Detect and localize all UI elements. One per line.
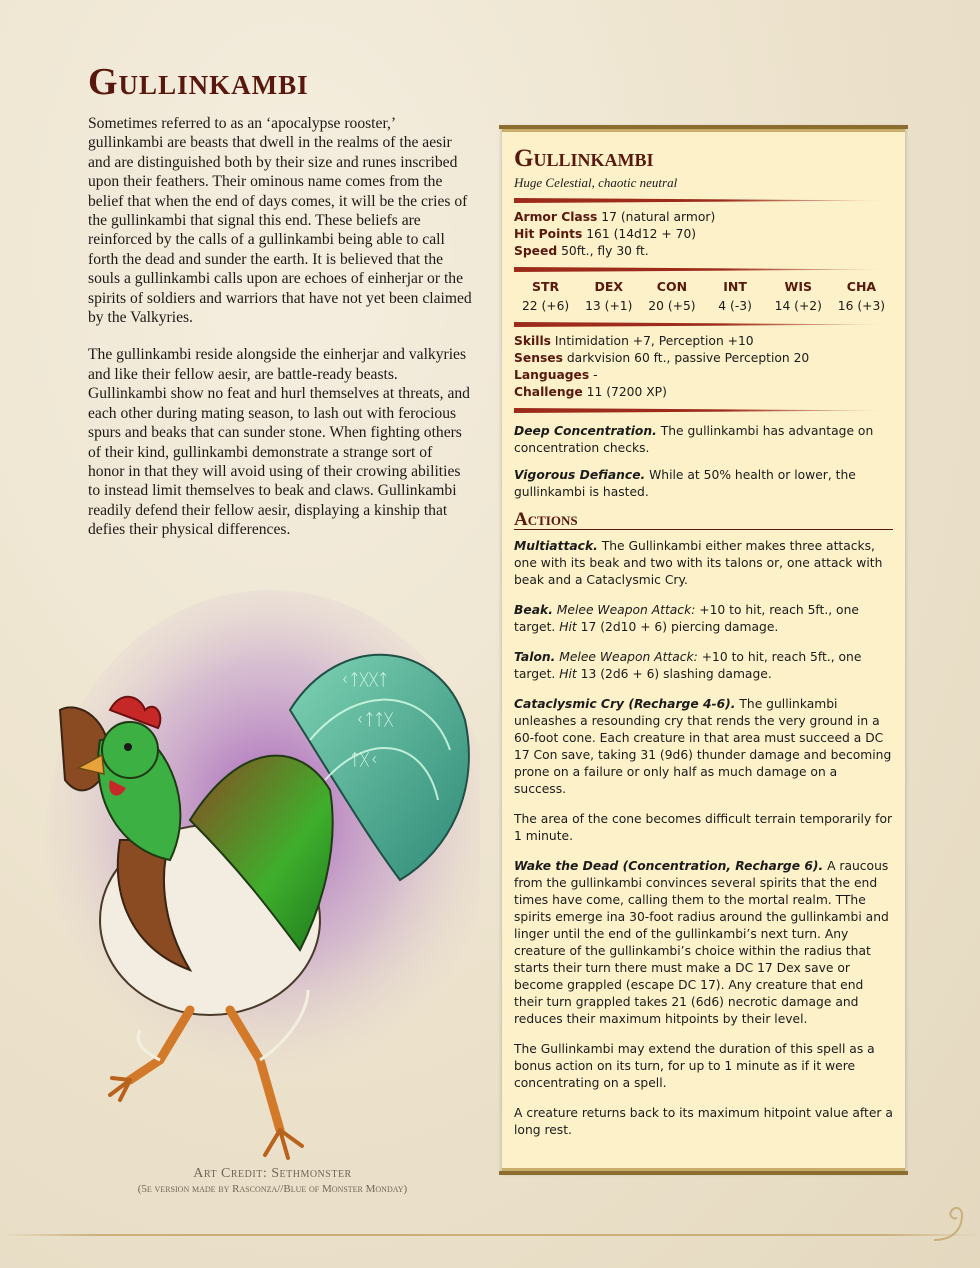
senses: Senses darkvision 60 ft., passive Perception 20 — [514, 351, 810, 365]
ability-scores — [514, 278, 893, 315]
art-credit — [40, 1166, 505, 1195]
page-corner-ornament — [932, 1200, 972, 1250]
skills: Skills Intimidation +7, Perception +10 — [514, 334, 754, 348]
action-cataclysmic-cry-note: The area of the cone becomes difficult terrain temporarily for 1 minute. — [514, 812, 893, 843]
page-title: Gullinkambi — [88, 61, 309, 103]
svg-text:ᚲᛏᛏᚷ: ᚲᛏᛏᚷ — [355, 710, 394, 729]
art-credit-line: Art Credit: Sethmonster — [193, 1166, 352, 1181]
lore-text — [88, 114, 472, 558]
svg-text:ᚲᛏᚷᚷᛏ: ᚲᛏᚷᚷᛏ — [340, 670, 389, 689]
svg-text:ᛏᚷᚲ: ᛏᚷᚲ — [350, 750, 379, 769]
lore-paragraph: Sometimes referred to as an ‘apocalypse rooster,’ gullinkambi are beasts that dwell in the realms of the aesir and are distinguished both by their size and runes inscribed upon their feathers. Their ominous name comes from the belief that when the end of days comes, it will be the cries of the gullinkambi that signal this end. These beliefs are reinforced by the calls of a gullinkambi being able to call forth the dead and sunder the earth. It is believed that the souls a gullinkambi calls upon are echoes of einherjar or the spirits of soldiers and warriors that have not yet been claimed by the Valkyries. — [88, 115, 472, 327]
divider — [514, 267, 893, 272]
armor-class: Armor Class 17 (natural armor) — [514, 210, 716, 224]
action-multiattack: Multiattack. The Gullinkambi either makes three attacks, one with its beak and two with its talons or, one attack with beak and a Cataclysmic Cry. — [514, 539, 883, 587]
trait-deep-concentration: Deep Concentration. The gullinkambi has advantage on concentration checks. — [514, 424, 874, 455]
action-wake-the-dead-note: The Gullinkambi may extend the duration of this spell as a bonus action on its turn, for up to 1 minute as if it were concentrating on a spell. — [514, 1042, 875, 1090]
hit-points: Hit Points 161 (14d12 + 70) — [514, 227, 697, 241]
stat-block — [502, 127, 905, 1173]
gullinkambi-illustration — [40, 590, 480, 1170]
speed: Speed 50ft., fly 30 ft. — [514, 244, 649, 258]
action-beak: Beak. Melee Weapon Attack: +10 to hit, reach 5ft., one target. Hit 17 (2d10 + 6) piercing damage. — [514, 603, 859, 634]
challenge: Challenge 11 (7200 XP) — [514, 385, 667, 399]
divider — [514, 322, 893, 327]
ability-dex: DEX 13 (+1) — [585, 279, 633, 313]
lore-paragraph: The gullinkambi reside alongside the einherjar and valkyries and like their fellow aesir, are battle-ready beasts. Gullinkambi show no feat and hurl themselves at threats, and each other during mating season, to lash out with ferocious spurs and beaks that can sunder stone. When fighting others of their kind, gullinkambi demonstrate a strange sort of honor in that they will avoid using of their crowing abilities to instead limit themselves to beak and claws. Gullinkambi readily defend their fellow aesir, displaying a kinship that defies their physical differences. — [88, 346, 470, 539]
languages: Languages - — [514, 368, 598, 382]
ability-wis: WIS 14 (+2) — [774, 279, 822, 313]
trait-vigorous-defiance: Vigorous Defiance. While at 50% health or lower, the gullinkambi is hasted. — [514, 468, 856, 499]
art-credit-note: (5e version made by Rasconza//Blue of Monster Monday) — [137, 1183, 408, 1195]
statblock-type: Huge Celestial, chaotic neutral — [514, 175, 678, 190]
statblock-name: Gullinkambi — [514, 145, 654, 172]
ability-str: STR 22 (+6) — [521, 279, 570, 313]
action-wake-the-dead: Wake the Dead (Concentration, Recharge 6). A raucous from the gullinkambi convinces several spirits that the end times have come, calling them to the mortal realm. TThe spirits emerge ina 30-foot radius around the gullinkambi and linger until the end of the gullinkambi’s next turn. Any creature of the gullinkambi’s choice within the radius that starts their turn there must make a DC 17 Dex save or become grappled (escape DC 17). Any creature that end their turn grappled takes 21 (6d6) necrotic damage and reduces their maximum hitpoints by their level. — [514, 859, 889, 1026]
action-wake-the-dead-note: A creature returns back to its maximum hitpoint value after a long rest. — [514, 1106, 893, 1137]
actions-heading: Actions — [514, 511, 893, 530]
ability-int: INT 4 (-3) — [718, 279, 752, 313]
divider — [514, 408, 893, 413]
page-frame-line — [0, 1234, 980, 1236]
divider — [514, 198, 893, 203]
ability-con: CON 20 (+5) — [648, 279, 696, 313]
ability-cha: CHA 16 (+3) — [837, 279, 886, 313]
action-talon: Talon. Melee Weapon Attack: +10 to hit, reach 5ft., one target. Hit 13 (2d6 + 6) slashing damage. — [514, 650, 862, 681]
action-cataclysmic-cry: Cataclysmic Cry (Recharge 4-6). The gullinkambi unleashes a resounding cry that rends the very ground in a 60-foot cone. Each creature in that area must succeed a DC 17 Con save, taking 31 (9d6) thunder damage and becoming prone on a failure or only half as much damage on a success. — [514, 697, 892, 796]
